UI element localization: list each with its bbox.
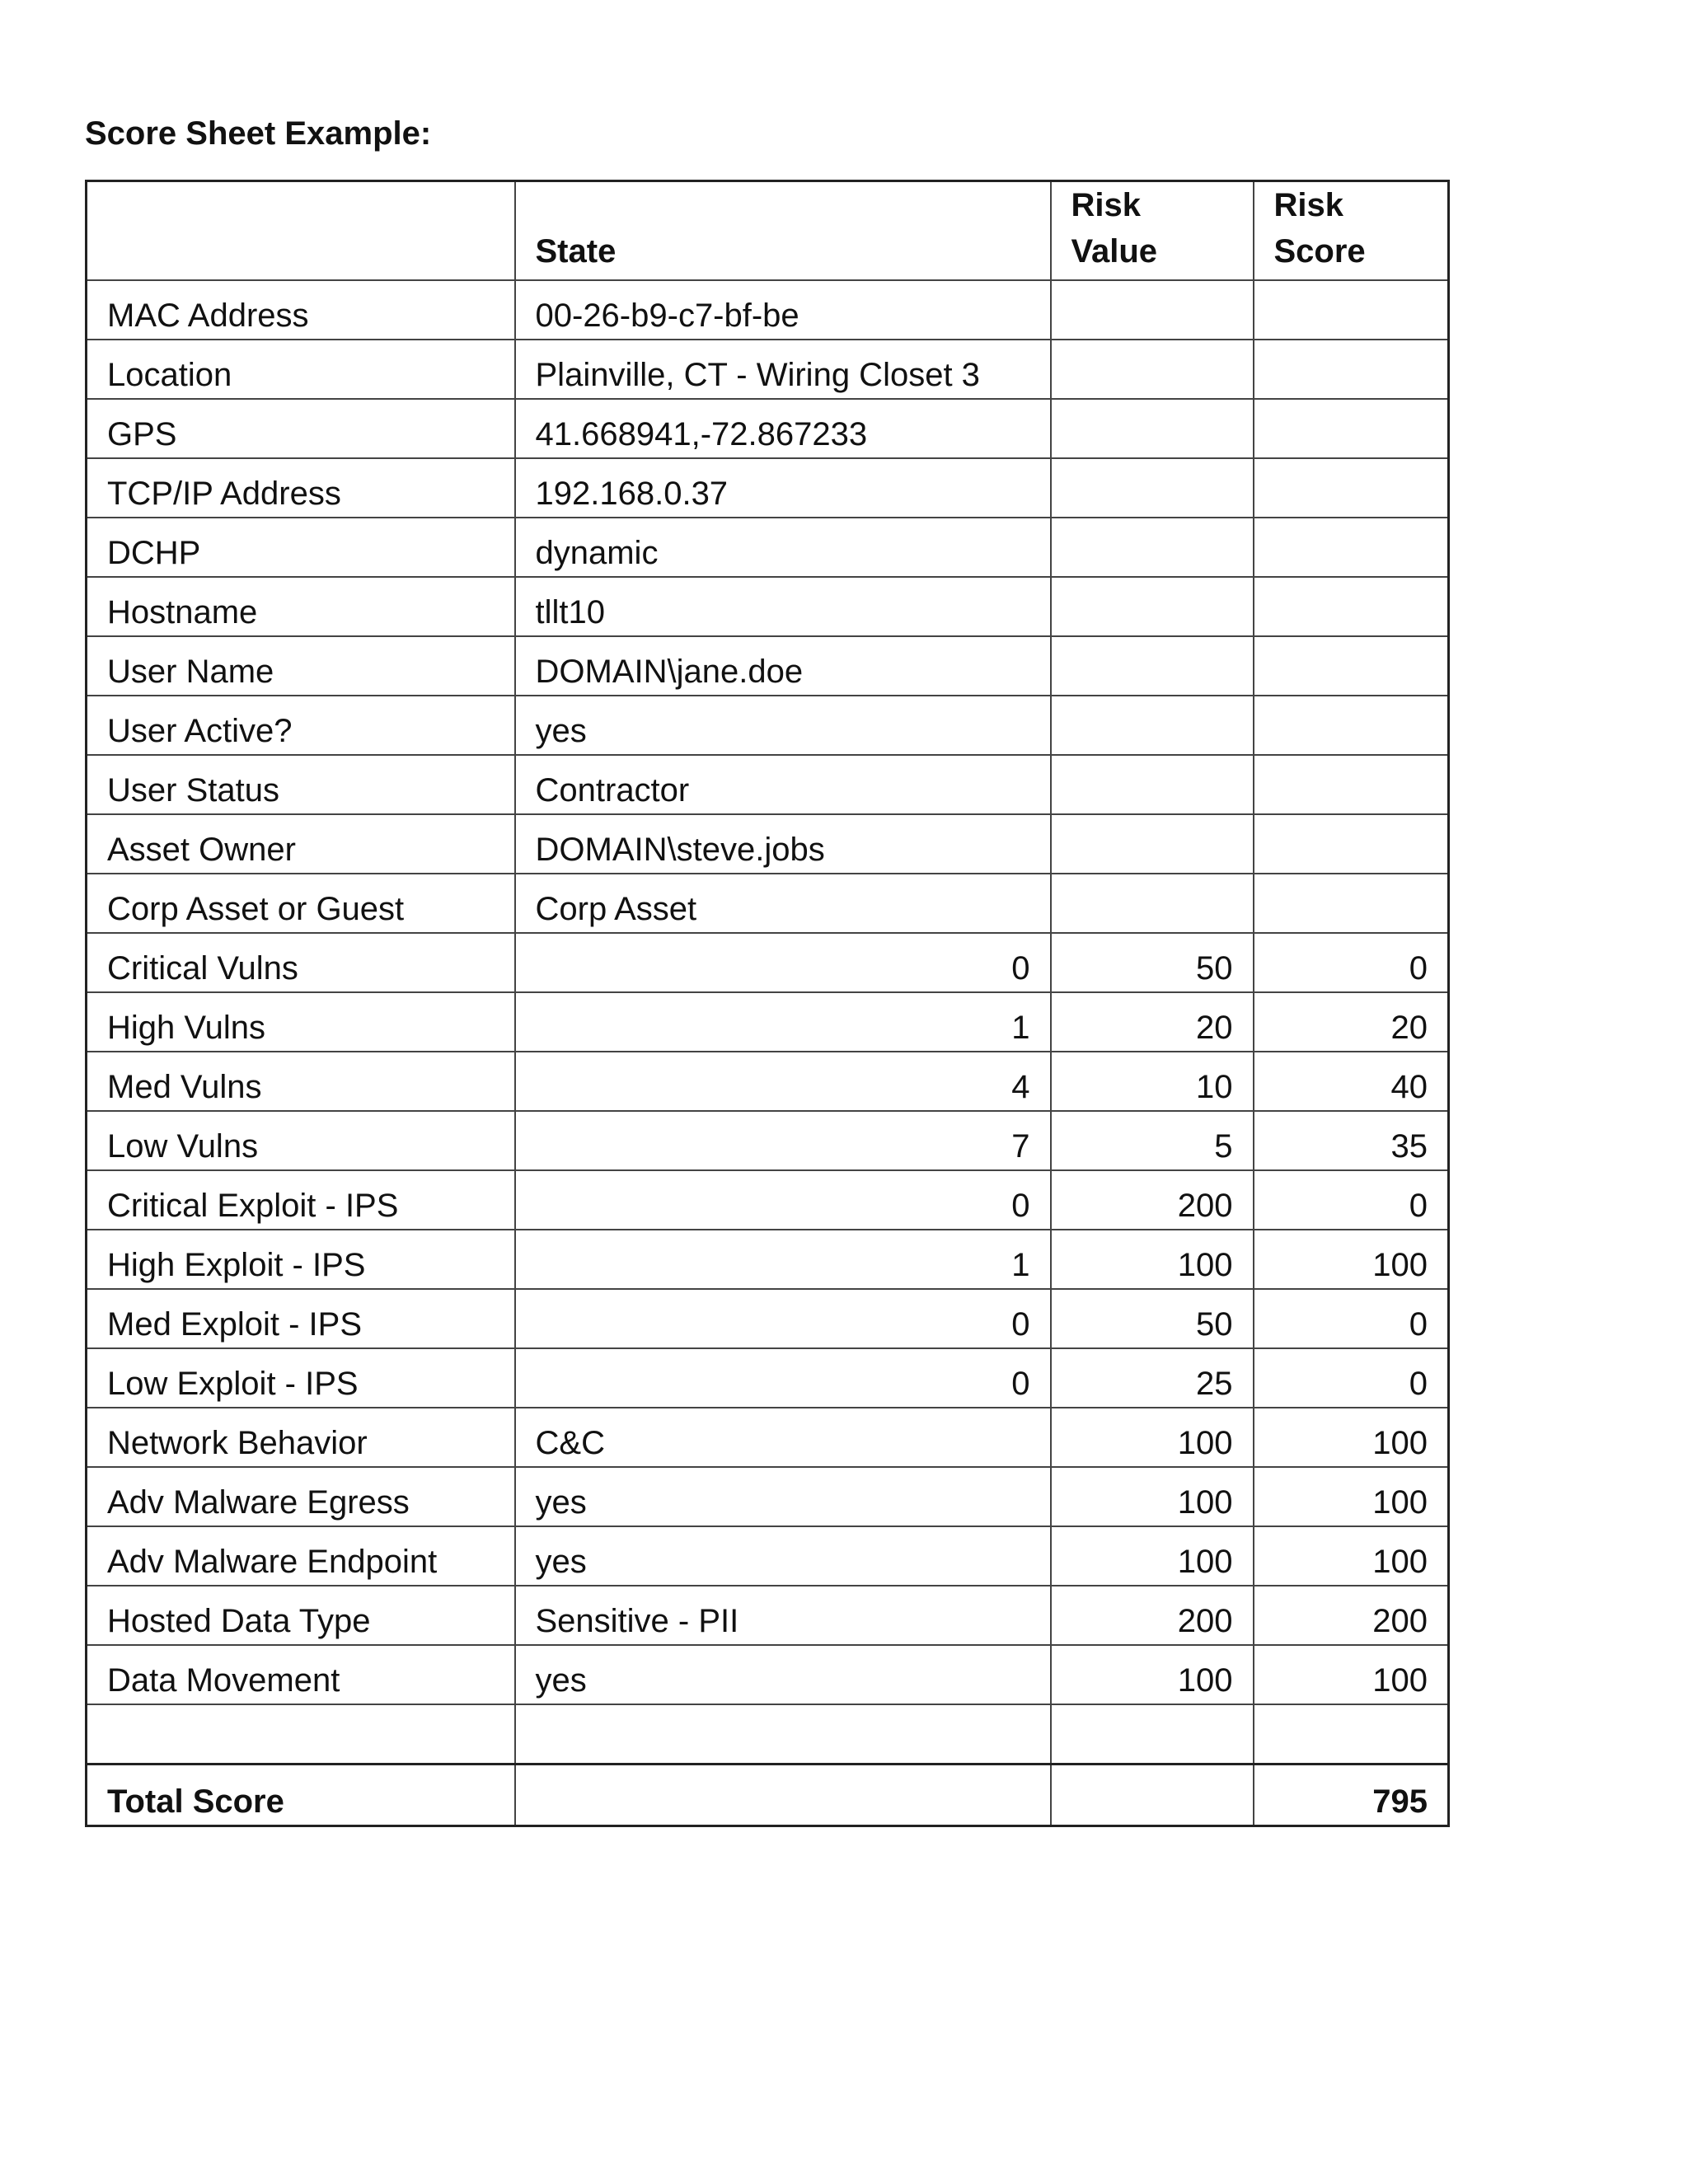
score-table — [85, 180, 1450, 1827]
table-row — [87, 1526, 1449, 1586]
row-label: User Status — [87, 755, 515, 814]
row-state: 00-26-b9-c7-bf-be — [515, 280, 1051, 340]
row-state: 41.668941,-72.867233 — [515, 399, 1051, 458]
row-state: yes — [515, 1645, 1051, 1704]
row-state: yes — [515, 1467, 1051, 1526]
row-risk-score — [1254, 814, 1449, 874]
table-row — [87, 1645, 1449, 1704]
blank-cell — [1254, 1704, 1449, 1765]
row-risk-score — [1254, 340, 1449, 399]
row-label: DCHP — [87, 518, 515, 577]
total-row — [87, 1765, 1449, 1826]
header-row — [87, 181, 1449, 281]
row-state: Sensitive - PII — [515, 1586, 1051, 1645]
row-risk-value — [1051, 340, 1254, 399]
total-label: Total Score — [87, 1765, 515, 1826]
row-state: DOMAIN\steve.jobs — [515, 814, 1051, 874]
row-label: Critical Exploit - IPS — [87, 1170, 515, 1230]
row-risk-value: 200 — [1051, 1170, 1254, 1230]
row-state: 1 — [515, 992, 1051, 1052]
row-state: 192.168.0.37 — [515, 458, 1051, 518]
row-label: Data Movement — [87, 1645, 515, 1704]
row-risk-score — [1254, 399, 1449, 458]
row-risk-value: 10 — [1051, 1052, 1254, 1111]
row-state: 7 — [515, 1111, 1051, 1170]
row-label: Med Exploit - IPS — [87, 1289, 515, 1348]
row-label: Location — [87, 340, 515, 399]
row-risk-score — [1254, 577, 1449, 636]
row-state: Contractor — [515, 755, 1051, 814]
row-label: Hosted Data Type — [87, 1586, 515, 1645]
row-risk-value — [1051, 280, 1254, 340]
table-row — [87, 1289, 1449, 1348]
row-risk-value: 200 — [1051, 1586, 1254, 1645]
row-label: Hostname — [87, 577, 515, 636]
row-label: Adv Malware Egress — [87, 1467, 515, 1526]
table-row — [87, 1052, 1449, 1111]
table-row — [87, 814, 1449, 874]
row-risk-score: 100 — [1254, 1467, 1449, 1526]
table-row — [87, 1111, 1449, 1170]
row-state: 0 — [515, 1289, 1051, 1348]
row-risk-score — [1254, 280, 1449, 340]
table-row — [87, 874, 1449, 933]
row-label: TCP/IP Address — [87, 458, 515, 518]
row-risk-score — [1254, 874, 1449, 933]
row-state: yes — [515, 696, 1051, 755]
row-label: User Active? — [87, 696, 515, 755]
row-state: 1 — [515, 1230, 1051, 1289]
page-title: Score Sheet Example: — [85, 115, 432, 152]
row-risk-score: 200 — [1254, 1586, 1449, 1645]
total-score: 795 — [1254, 1765, 1449, 1826]
row-state: Plainville, CT - Wiring Closet 3 — [515, 340, 1051, 399]
row-state: C&C — [515, 1408, 1051, 1467]
row-state: tllt10 — [515, 577, 1051, 636]
row-label: Corp Asset or Guest — [87, 874, 515, 933]
row-risk-value — [1051, 874, 1254, 933]
row-risk-value — [1051, 577, 1254, 636]
table-row — [87, 577, 1449, 636]
table-row — [87, 992, 1449, 1052]
row-risk-value — [1051, 636, 1254, 696]
row-risk-value — [1051, 696, 1254, 755]
row-risk-score — [1254, 696, 1449, 755]
blank-row — [87, 1704, 1449, 1765]
table-row — [87, 1467, 1449, 1526]
row-label: High Vulns — [87, 992, 515, 1052]
row-risk-value — [1051, 458, 1254, 518]
row-label: Network Behavior — [87, 1408, 515, 1467]
row-label: GPS — [87, 399, 515, 458]
table-row — [87, 340, 1449, 399]
row-risk-value: 50 — [1051, 933, 1254, 992]
table-row — [87, 399, 1449, 458]
table-row — [87, 518, 1449, 577]
row-label: Low Vulns — [87, 1111, 515, 1170]
row-risk-value: 100 — [1051, 1408, 1254, 1467]
row-label: MAC Address — [87, 280, 515, 340]
row-risk-score: 40 — [1254, 1052, 1449, 1111]
blank-cell — [1051, 1704, 1254, 1765]
row-label: Low Exploit - IPS — [87, 1348, 515, 1408]
row-risk-value: 5 — [1051, 1111, 1254, 1170]
header-state: State — [515, 181, 1051, 281]
row-risk-score: 0 — [1254, 1289, 1449, 1348]
row-risk-score — [1254, 518, 1449, 577]
total-empty-cell — [1051, 1765, 1254, 1826]
table-row — [87, 1586, 1449, 1645]
row-label: Adv Malware Endpoint — [87, 1526, 515, 1586]
row-risk-score: 0 — [1254, 933, 1449, 992]
row-risk-score — [1254, 458, 1449, 518]
row-risk-score: 100 — [1254, 1230, 1449, 1289]
row-risk-value: 25 — [1051, 1348, 1254, 1408]
row-state: Corp Asset — [515, 874, 1051, 933]
header-risk-score: Risk Score — [1254, 181, 1449, 281]
table-row — [87, 933, 1449, 992]
row-risk-value — [1051, 399, 1254, 458]
row-label: Asset Owner — [87, 814, 515, 874]
row-risk-score: 35 — [1254, 1111, 1449, 1170]
row-risk-score — [1254, 636, 1449, 696]
row-risk-value: 100 — [1051, 1230, 1254, 1289]
table-row — [87, 696, 1449, 755]
row-label: Med Vulns — [87, 1052, 515, 1111]
row-risk-value: 100 — [1051, 1467, 1254, 1526]
row-risk-score — [1254, 755, 1449, 814]
total-empty-cell — [515, 1765, 1051, 1826]
row-label: High Exploit - IPS — [87, 1230, 515, 1289]
row-state: dynamic — [515, 518, 1051, 577]
table-row — [87, 755, 1449, 814]
row-label: Critical Vulns — [87, 933, 515, 992]
table-row — [87, 1230, 1449, 1289]
table-row — [87, 636, 1449, 696]
table-row — [87, 280, 1449, 340]
blank-cell — [515, 1704, 1051, 1765]
row-risk-value: 50 — [1051, 1289, 1254, 1348]
table-row — [87, 1408, 1449, 1467]
row-risk-value: 20 — [1051, 992, 1254, 1052]
row-risk-score: 20 — [1254, 992, 1449, 1052]
row-risk-value — [1051, 755, 1254, 814]
blank-cell — [87, 1704, 515, 1765]
row-state: 0 — [515, 1170, 1051, 1230]
row-state: DOMAIN\jane.doe — [515, 636, 1051, 696]
row-state: 0 — [515, 933, 1051, 992]
header-label-cell — [87, 181, 515, 281]
row-risk-value: 100 — [1051, 1526, 1254, 1586]
row-state: 4 — [515, 1052, 1051, 1111]
row-risk-score: 100 — [1254, 1645, 1449, 1704]
row-risk-score: 100 — [1254, 1408, 1449, 1467]
table-row — [87, 1170, 1449, 1230]
table-row — [87, 458, 1449, 518]
row-risk-value — [1051, 518, 1254, 577]
row-label: User Name — [87, 636, 515, 696]
row-risk-value: 100 — [1051, 1645, 1254, 1704]
row-risk-value — [1051, 814, 1254, 874]
table-row — [87, 1348, 1449, 1408]
row-state: 0 — [515, 1348, 1051, 1408]
row-state: yes — [515, 1526, 1051, 1586]
row-risk-score: 0 — [1254, 1170, 1449, 1230]
row-risk-score: 0 — [1254, 1348, 1449, 1408]
header-risk-value: Risk Value — [1051, 181, 1254, 281]
row-risk-score: 100 — [1254, 1526, 1449, 1586]
